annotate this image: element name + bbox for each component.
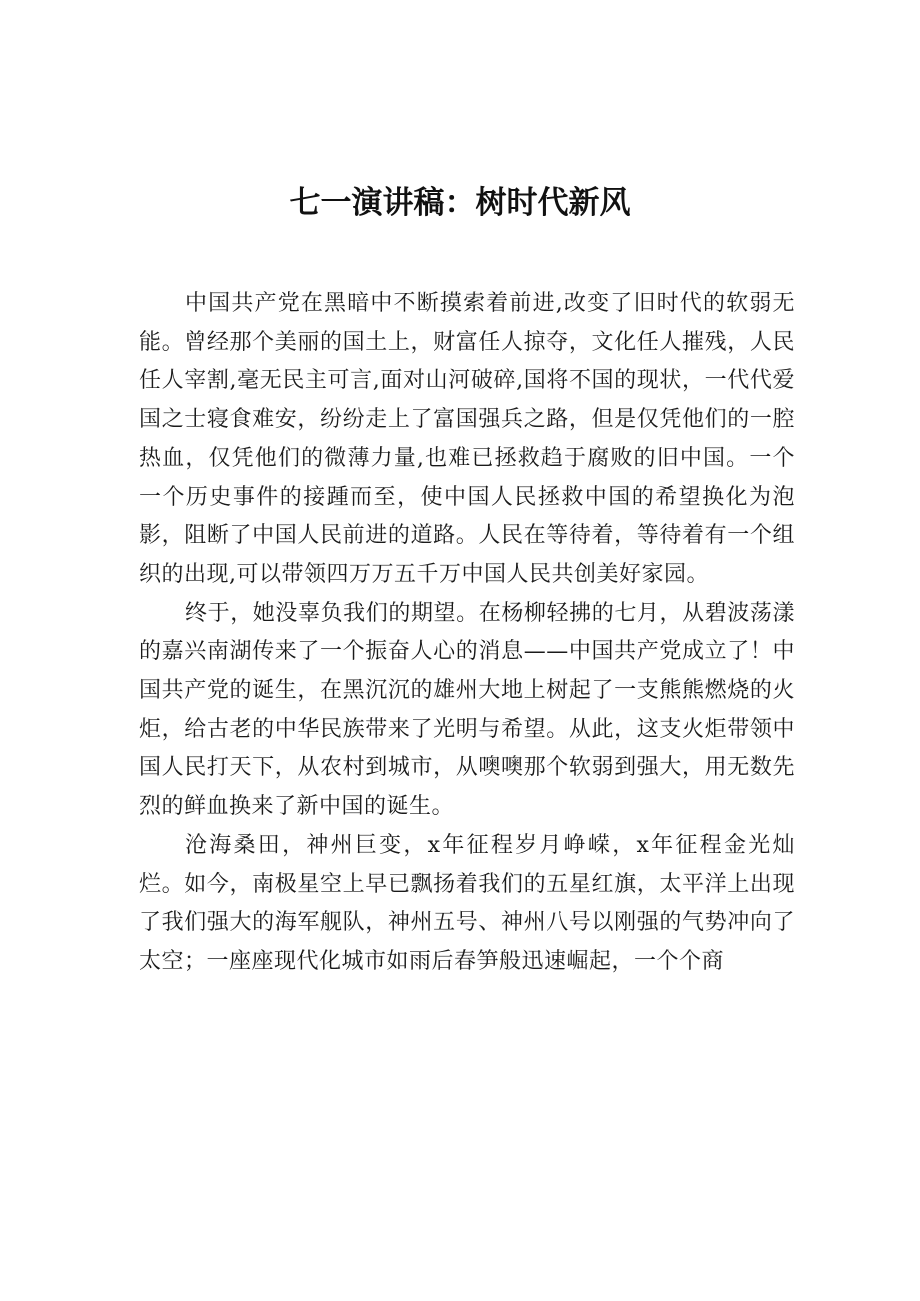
paragraph: 沧海桑田，神州巨变，x年征程岁月峥嵘，x年征程金光灿烂。如今，南极星空上早已飘扬着我们的五星红旗，太平洋上出现了我们强大的海军舰队，神州五号、神州八号以刚强的气势冲向了太空；一座座现代化城市如雨后春笋般迅速崛起，一个个商 [139, 832, 795, 974]
paragraph: 中国共产党在黑暗中不断摸索着前进,改变了旧时代的软弱无能。曾经那个美丽的国土上，财富任人掠夺，文化任人摧残，人民任人宰割,毫无民主可言,面对山河破碎,国将不国的现状，一代代爱国之士寝食难安，纷纷走上了富国强兵之路，但是仅凭他们的一腔热血，仅凭他们的微薄力量,也难已拯救趋于腐败的旧中国。一个一个历史事件的接踵而至，使中国人民拯救中国的希望换化为泡影，阻断了中国人民前进的道路。人民在等待着，等待着有一个组织的出现,可以带领四万万五千万中国人民共创美好家园。 [139, 291, 795, 587]
document-title: 七一演讲稿：树时代新风 [289, 185, 631, 221]
paragraph: 终于，她没辜负我们的期望。在杨柳轻拂的七月，从碧波荡漾的嘉兴南湖传来了一个振奋人心的消息——中国共产党成立了！中国共产党的诞生，在黑沉沉的雄州大地上树起了一支熊熊燃烧的火炬，给古老的中华民族带来了光明与希望。从此，这支火炬带领中国人民打天下，从农村到城市，从噢噢那个软弱到强大，用无数先烈的鲜血换来了新中国的诞生。 [139, 600, 795, 820]
document-body [139, 285, 795, 982]
